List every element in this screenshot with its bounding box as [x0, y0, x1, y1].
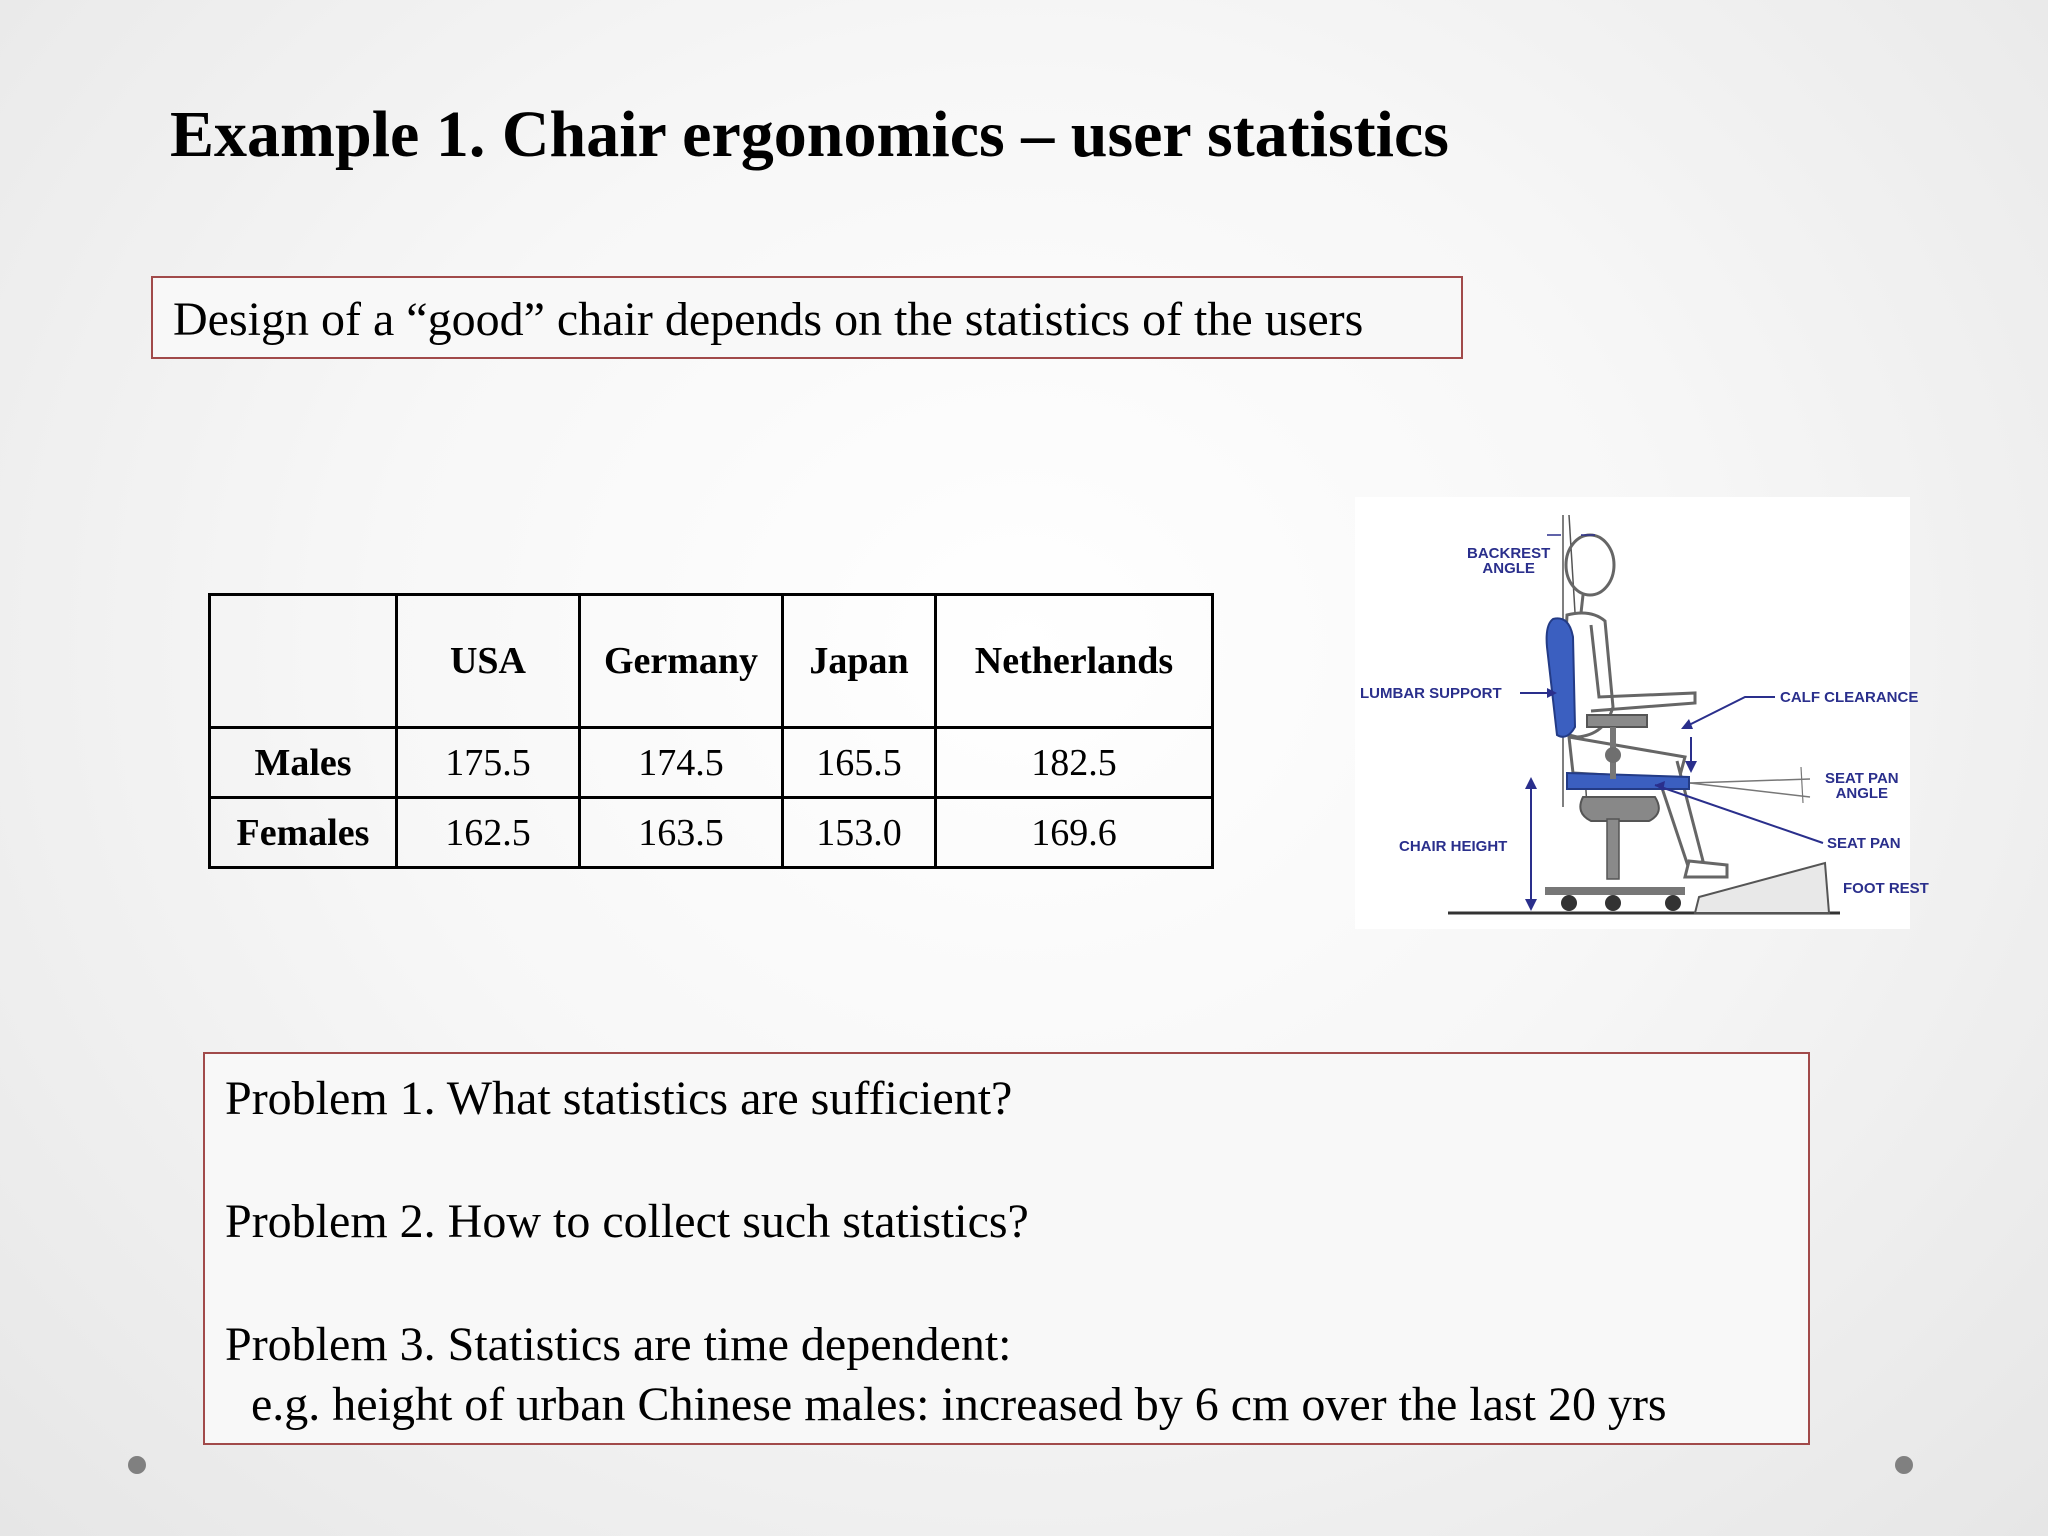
- problem-1: Problem 1. What statistics are sufficient?: [225, 1072, 1013, 1125]
- table-header-germany: Germany: [580, 595, 783, 728]
- height-statistics-table: [208, 593, 1214, 869]
- label-seat-pan: SEAT PAN: [1827, 835, 1901, 852]
- table-cell: 182.5: [936, 728, 1213, 798]
- table-header-japan: Japan: [783, 595, 936, 728]
- table-cell: 169.6: [936, 798, 1213, 868]
- table-header-usa: USA: [397, 595, 580, 728]
- label-seat-pan-angle: SEAT PAN ANGLE: [1825, 770, 1899, 802]
- problem-2: Problem 2. How to collect such statistics?: [225, 1195, 1029, 1248]
- problems-box: [203, 1052, 1810, 1445]
- table-cell: 163.5: [580, 798, 783, 868]
- label-backrest-angle: BACKREST ANGLE: [1467, 545, 1551, 577]
- table-cell: 175.5: [397, 728, 580, 798]
- intro-statement-box: [151, 276, 1463, 359]
- table-row-males: [210, 728, 1213, 798]
- table-row-females: [210, 798, 1213, 868]
- label-calf-clearance: CALF CLEARANCE: [1780, 689, 1919, 706]
- chair-ergonomics-diagram: [1355, 497, 1929, 929]
- table-cell: 174.5: [580, 728, 783, 798]
- problem-3-example: e.g. height of urban Chinese males: increased by 6 cm over the last 20 yrs: [251, 1378, 1667, 1431]
- slide-title: Example 1. Chair ergonomics – user statistics: [170, 98, 1449, 171]
- table-header-netherlands: Netherlands: [936, 595, 1213, 728]
- seated-person-illustration: [1355, 497, 1910, 929]
- problem-3: Problem 3. Statistics are time dependent:: [225, 1318, 1012, 1371]
- table-cell: 153.0: [783, 798, 936, 868]
- row-label-males: Males: [210, 728, 397, 798]
- label-foot-rest: FOOT REST: [1843, 880, 1929, 897]
- corner-dot-right: [1895, 1456, 1913, 1474]
- label-chair-height: CHAIR HEIGHT: [1399, 838, 1508, 855]
- table-cell: 165.5: [783, 728, 936, 798]
- row-label-females: Females: [210, 798, 397, 868]
- table-header-row: [210, 595, 1213, 728]
- table-header-corner: [210, 595, 397, 728]
- corner-dot-left: [128, 1456, 146, 1474]
- table-cell: 162.5: [397, 798, 580, 868]
- label-lumbar-support: LUMBAR SUPPORT: [1360, 685, 1502, 702]
- intro-statement: Design of a “good” chair depends on the statistics of the users: [173, 293, 1364, 346]
